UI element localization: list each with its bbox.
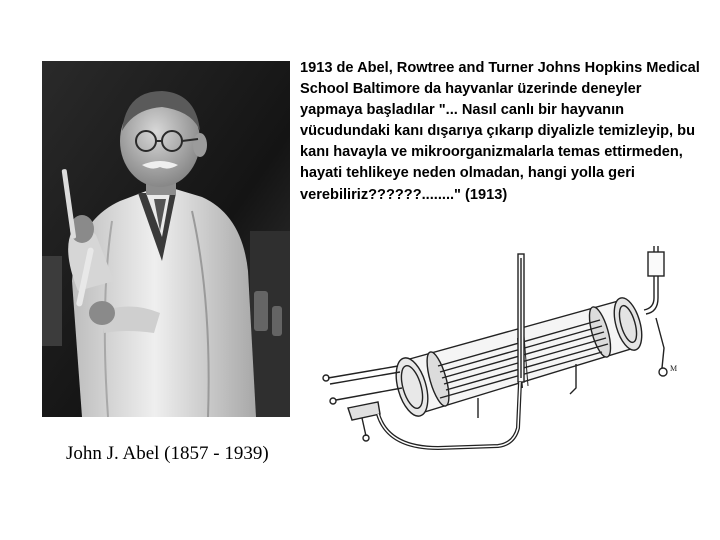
historical-quote-text: 1913 de Abel, Rowtree and Turner Johns Hopkins Medical School Baltimore da hayvanlar üzerinde deneyler yapmaya başladılar "... Nasıl canlı bir hayvanın vücudundaki kanı dışarıya çıkarıp diyalizle temizleyip, bu kanı havayla ve mikroorganizmalarla temas ettirmeden, hayati tehlikeye neden olmadan, hangi yolla geri verebiliriz??????........" (1913) bbox=[300, 60, 700, 203]
photo-caption: John J. Abel (1857 - 1939) bbox=[66, 443, 269, 464]
john-abel-portrait-photo bbox=[42, 61, 290, 417]
apparatus-label-m: M bbox=[670, 364, 678, 373]
vividiffusion-apparatus-drawing bbox=[318, 238, 700, 478]
